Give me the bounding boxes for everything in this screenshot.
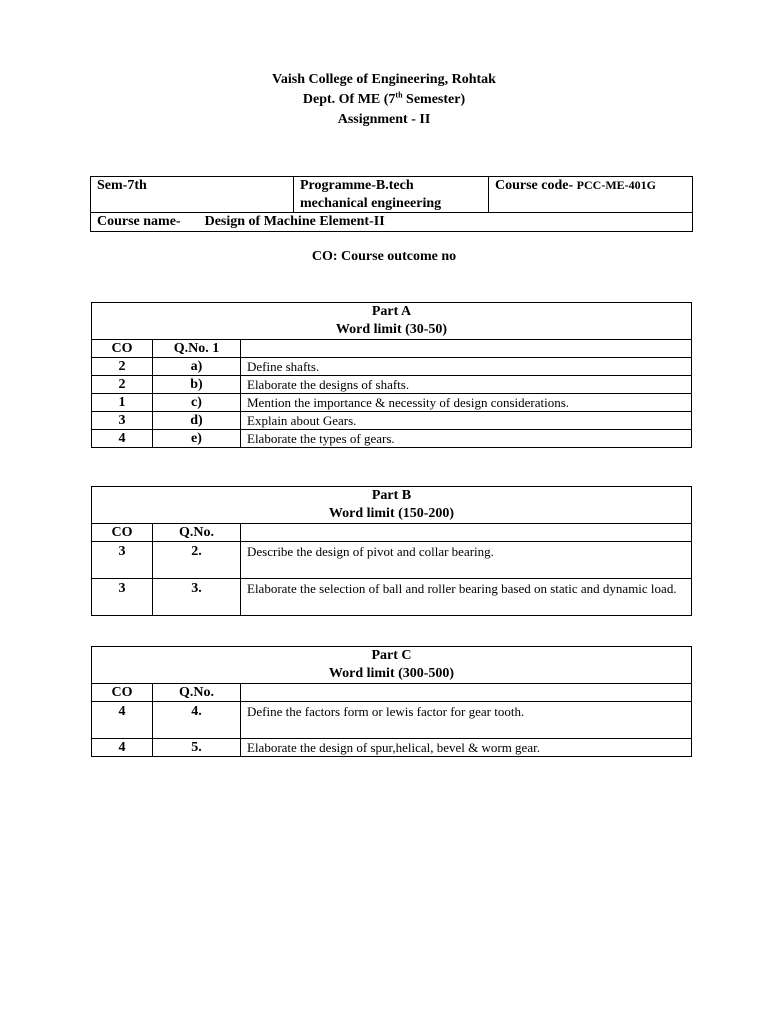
part-c-header-row [92,647,692,684]
table-row [92,430,692,448]
course-code-label: Course code- [495,178,574,193]
co-cell: 1 [92,394,153,412]
qno-cell: d) [153,412,241,430]
programme-line-2: mechanical engineering [300,195,442,211]
part-a-table [91,302,692,448]
part-c-col-qno: Q.No. [153,684,241,702]
course-info-table [90,176,693,232]
part-a-col-question [241,340,692,358]
department-line [0,90,768,110]
programme-cell [294,177,489,213]
co-cell: 2 [92,358,153,376]
table-row [92,376,692,394]
qno-cell: 4. [153,702,241,739]
part-c-heading [92,647,692,684]
course-name-row [91,213,693,232]
dept-prefix: Dept. Of ME (7 [302,92,396,107]
co-cell: 2 [92,376,153,394]
part-c-table [91,646,692,757]
qno-cell: a) [153,358,241,376]
table-row [92,739,692,757]
table-row [92,579,692,616]
question-cell: Elaborate the design of spur,helical, bevel & worm gear. [241,739,692,757]
part-a-col-co: CO [92,340,153,358]
course-name-cell [91,213,693,232]
question-cell: Elaborate the types of gears. [241,430,692,448]
part-a-header-row [92,303,692,340]
co-cell: 4 [92,430,153,448]
part-b-word-limit: Word limit (150-200) [328,506,455,521]
dept-suffix: Semester) [402,92,466,107]
question-cell: Mention the importance & necessity of design considerations. [241,394,692,412]
course-name-value: Design of Machine Element-II [204,214,385,229]
qno-cell: b) [153,376,241,394]
part-b-col-question [241,524,692,542]
co-cell: 3 [92,579,153,616]
qno-cell: 3. [153,579,241,616]
question-cell: Explain about Gears. [241,412,692,430]
part-c-title: Part C [371,648,412,663]
part-b-title: Part B [371,488,412,503]
course-code-value: PCC-ME-401G [576,178,656,192]
college-name: Vaish College of Engineering, Rohtak [272,72,496,87]
part-a-column-row [92,340,692,358]
table-row [92,358,692,376]
part-b-col-qno: Q.No. [153,524,241,542]
assignment-title: Assignment - II [337,112,431,127]
part-b-header-row [92,487,692,524]
document-header [0,70,768,130]
part-b-col-co: CO [92,524,153,542]
part-a-word-limit: Word limit (30-50) [335,322,448,337]
question-cell: Describe the design of pivot and collar bearing. [241,542,692,579]
qno-cell: 2. [153,542,241,579]
co-cell: 4 [92,702,153,739]
question-cell: Elaborate the selection of ball and roller bearing based on static and dynamic load. [241,579,692,616]
qno-cell: e) [153,430,241,448]
programme-line-1: Programme-B.tech [300,178,414,193]
semester-text: Sem-7th [97,178,147,193]
part-b-column-row [92,524,692,542]
table-row [92,394,692,412]
part-a-col-qno: Q.No. 1 [153,340,241,358]
co-cell: 3 [92,542,153,579]
course-name-label: Course name- [97,214,181,229]
question-cell: Define the factors form or lewis factor for gear tooth. [241,702,692,739]
part-c-column-row [92,684,692,702]
co-cell: 3 [92,412,153,430]
qno-cell: c) [153,394,241,412]
part-c-col-co: CO [92,684,153,702]
qno-cell: 5. [153,739,241,757]
part-b-heading [92,487,692,524]
part-a-heading [92,303,692,340]
co-note: CO: Course outcome no [311,249,457,264]
table-row [92,702,692,739]
table-row [92,412,692,430]
part-b-table [91,486,692,616]
part-a-title: Part A [371,304,412,319]
semester-cell [91,177,294,213]
course-info-row [91,177,693,213]
question-cell: Elaborate the designs of shafts. [241,376,692,394]
co-cell: 4 [92,739,153,757]
part-c-word-limit: Word limit (300-500) [328,666,455,681]
dept-superscript: th [395,90,403,100]
question-cell: Define shafts. [241,358,692,376]
course-code-cell [489,177,693,213]
part-c-col-question [241,684,692,702]
table-row [92,542,692,579]
